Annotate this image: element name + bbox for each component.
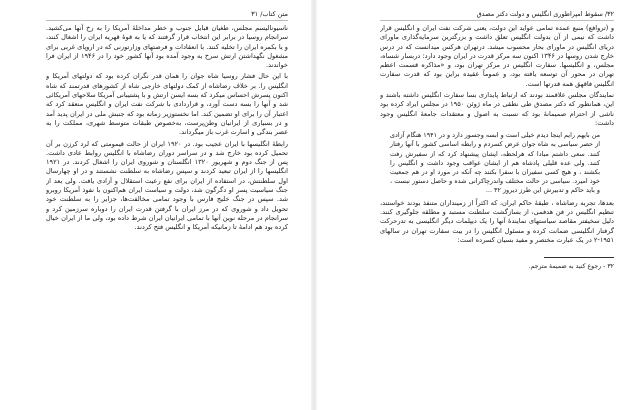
left-paragraph-3: رابطهٔ انگلیسها با ایران عجیب بود. در ۱۹۲۰ ایران از حالت قیمومتی که لرد کرزن بر آن تحمیل کرده بود خارج شد و در سراسر دوران رضاشاه با انگلیس روابط عادی داشت. پس از جنگ دوم و شهریور ۱۳۲۰ انگلستان و شوروی ایران را اشغال کردند. در ۱۹۲۱ انگلیسها را از ایران تبعید کردند و سپس رضاشاه به سلطنت نشستند و در او چهارسال اول سلطنتش، در استفاده از ایران برای نفع رعیت استقلال و آزادی یافت. ولی بعد از جنگ سیاسیت پسر او دگرگون شد، دولت و سیاست ایران هم‌اکنون با نفوذ آمریکا روبرو شد. سپس در جنگ خلیج فارس با وجود تمامی مخالفت‌ها، جزایر را به سلطنت خود تحویل داد و شوروی که در مرز ایران با گرفتن قدرت ایران را دوباره سرزمین کرد و سرانجام در مرحله نوین آنها با تمامی ایرانیان ایران شرط داده بود، ولی ما از ایران خیال کرده بود هم ادامهٔ تا زمانیکه آمریکا و انگلیس فتح کردند.: [46, 139, 288, 232]
left-paragraph-1: ناسیونالیسم مجلس، طغیان قبایل جنوب و خطر مداخلهٔ آمریکا را به رخ آنها می‌کشید. سرانجام روسیا در برابر این انتخاب قرار گرفتند که یا به قوهٔ قهریه ایران را اشغال کنند، و یا بکمره ایران را تخلیه کنند. با انعقادات و فرصتهای وزارتورنی که در اروپای غربی برای مشغول نگهداشتن ارتش سرخ به وجود آمده بود آنها کشور خود را در ۱۹۴۶ از ایران فرا خواندند.: [46, 24, 288, 70]
footnote-separator: [544, 257, 614, 258]
footnote: ۳۲ - رجوع کنید به ضمیمهٔ مترجم.: [528, 263, 614, 271]
right-paragraph-3: بعدها، تجربه رضاشاه ، طبقهٔ حاکم ایران، که اکثراً از زمینداران متنفذ بودند خواستند، تنظیم انگلیس در فن هدفمی، از بسازگشت سلطنت مستبد و مطلقه جلوگیری کنند. دلیل سخیفتر مقاصد سیاستهای نمایندهٔ آنها را یک دیپلمات دیگر انگلیسی به تدرحرکت گرفتار انگلیسی ضمانت کرده و مسئول انگلیس را در بیت سفارت تهران در سالهای ۱۹۵۱-۲ در یک عبارت مختصر و مفید بسیان کسرده است:: [380, 198, 614, 244]
left-running-head: متن کتاب/ ۳۱: [46, 10, 288, 21]
block-quote: من بایهم رایم اینجا دیدم خیلی است و ابسه وجسور دارد و در ۱۹۴۱ هنگام آزادی از حصر سیاسی به شاه جوان عرض کسردم و رابطه اساسی کشور با آنها رفتار کنند. سعی داشتم مبادا که هرلحظه، ایشان پیشنهاد کرد که از سفیرش رفت کنند. ولی عده قلیلی پادشاه هم از ایشان عواقب وجود داشت و انگلیس را بکشند ، و هیچ کسی سفیران با سفرا بکنند چه آنکه در مورد او در هم جمعیت خود امیرد. سیاسی در حالت مختلف واندرچاکرانی شده و حاصل دستور نبست ، و باید حاکم و تدبیرش این طرز دیروز ۳۲ ...: [390, 131, 600, 195]
left-paragraph-2: با این حال فشار روسیا شاه جوان را همان قدر نگران کرده بود که دولتهای آمریکا و انگلیس را. بر خلاف رضاشاه از کمک دولتهای خارجی شاه از کشورهای قدرتمند که شاه اکنون پسرش احساس میکرد که بسه ایسن ارتش و با پشتیبانی آمریکا سلاحهای آمریکائی شد و آنها را بسه دست آورد، و قراردادی با شرکت نفت ایران و انگلیس منعقد کرد که اعتبار آن را برای او تضمین کند. اما نخستوزیر زمانه بود که جنبش ملی در ایران پدید آمد و در بسیاری از ایرانیان وطن‌پرست، به‌خصوص طبقات متوسط شهری، مملکت را به عصر بندگی و اسارت غرب باز میگرداند.: [46, 72, 288, 137]
book-gutter: [311, 0, 317, 410]
right-paragraph-1: و (تروافع) منبع عمده تمامی عواید این دولت، یعنی شرکت نفت ایران و انگلیس قرار داشت که نیمی از آن بدولت انگلیس تعلق داشت و بزرگترین سرمایه‌گذاری ماورای دریای انگلیس در ماورای بحار محسوب میشد. درتهران هرکس میدانست که در درس خارج شدن روسها در ۱۳۴۶ اکنون سه مرکز قدرت در ایران وجود دارد: دربسار شساه، مجلس، و انگلیسها. سفارت انگلیس در مرکز تهران بود، و «مذاکره قسمت اعظم تهران در محور آن توسعه یافته بود، و عموماً عقیده براین بود که قدرت سفارت انگلیس فاقهق همه قدرتها است.: [380, 24, 614, 88]
right-page: [380, 10, 614, 402]
right-running-head: ۳۲/ سقوط امپراطوری انگلیس و دولت دکتر مصدق: [380, 10, 614, 21]
left-page: [46, 10, 288, 402]
right-paragraph-2: نمایندگان مجلس علاقمند بودند که ارتباط پایداری بسا سفارت انگلیس داشته باشند و این، همانطور که دکتر مصدق طی نطقی در ماه ژوئن ۱۹۵۰ در مجلس ایراد کرده بود ناشی از احترام صمیمانهٔ بود که نسبت به اصول و معتقدات جامعهٔ انگلیس وجود داشت:: [380, 91, 614, 127]
